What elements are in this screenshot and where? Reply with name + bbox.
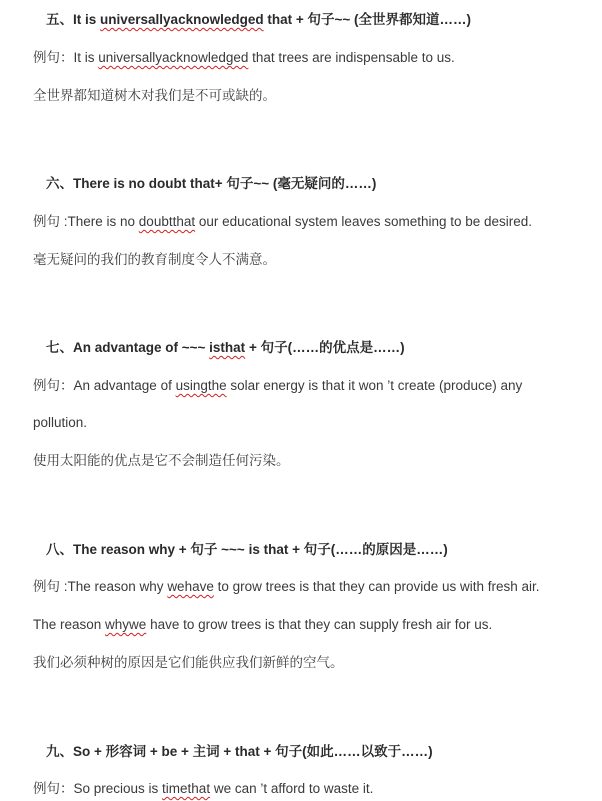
sentence-text: that trees are indispensable to us. xyxy=(248,50,455,65)
sentence-text: 例句：An advantage of xyxy=(33,378,176,393)
example-sentence xyxy=(33,49,455,67)
sentence-text: 我们必须种树的原因是它们能供应我们新鲜的空气。 xyxy=(33,655,344,670)
heading-text: 七、An advantage of ~~~ xyxy=(46,340,210,355)
example-sentence xyxy=(33,213,532,231)
sentence-text: 例句 :There is no xyxy=(33,214,139,229)
example-sentence xyxy=(33,578,540,596)
sentence-text: to grow trees is that they can provide us with fresh air. xyxy=(213,579,540,594)
spellcheck-word: isthat xyxy=(209,340,246,355)
spellcheck-word: universallyacknowledged xyxy=(100,12,264,27)
heading-text: + 句子(……的优点是……) xyxy=(245,340,405,355)
heading-text: that + 句子~~ (全世界都知道……) xyxy=(263,12,471,27)
sentence-text: 使用太阳能的优点是它不会制造任何污染。 xyxy=(33,453,290,468)
spellcheck-word: universallyacknowledged xyxy=(98,50,249,65)
section-heading-8 xyxy=(46,541,448,559)
spellcheck-word: doubtthat xyxy=(138,214,196,229)
sentence-text: have to grow trees is that they can supply fresh air for us. xyxy=(146,617,493,632)
spellcheck-word: timethat xyxy=(162,781,211,796)
sentence-text: pollution. xyxy=(33,415,88,430)
sentence-text: solar energy is that it won ’t create (produce) any xyxy=(226,378,523,393)
heading-text: 九、So + 形容词 + be + 主词 + that + 句子(如此……以致于……) xyxy=(46,744,433,759)
heading-text: 五、It is xyxy=(46,12,101,27)
section-heading-9 xyxy=(46,743,433,761)
example-sentence-continued xyxy=(33,414,87,432)
example-sentence xyxy=(33,780,373,798)
sentence-text: 例句：So precious is xyxy=(33,781,163,796)
section-heading-5 xyxy=(46,11,471,29)
example-sentence xyxy=(33,377,522,395)
sentence-text: our educational system leaves something to be desired. xyxy=(195,214,533,229)
translation-sentence xyxy=(33,452,290,470)
translation-sentence xyxy=(33,654,344,672)
sentence-text: The reason xyxy=(33,617,106,632)
translation-sentence xyxy=(33,87,276,105)
sentence-text: 毫无疑问的我们的教育制度令人不满意。 xyxy=(33,252,276,267)
spellcheck-word: wehave xyxy=(167,579,214,594)
spellcheck-word: whywe xyxy=(105,617,147,632)
sentence-text: 例句：It is xyxy=(33,50,99,65)
heading-text: 八、The reason why + 句子 ~~~ is that + 句子(……的原因是……) xyxy=(46,542,448,557)
translation-sentence xyxy=(33,251,276,269)
sentence-text: we can ’t afford to waste it. xyxy=(210,781,374,796)
sentence-text: 例句 :The reason why xyxy=(33,579,168,594)
heading-text: 六、There is no doubt that+ 句子~~ (毫无疑问的……) xyxy=(46,176,377,191)
section-heading-6 xyxy=(46,175,376,193)
spellcheck-word: usingthe xyxy=(175,378,227,393)
section-heading-7 xyxy=(46,339,405,357)
example-sentence-alt xyxy=(33,616,492,634)
sentence-text: 全世界都知道树木对我们是不可或缺的。 xyxy=(33,88,276,103)
